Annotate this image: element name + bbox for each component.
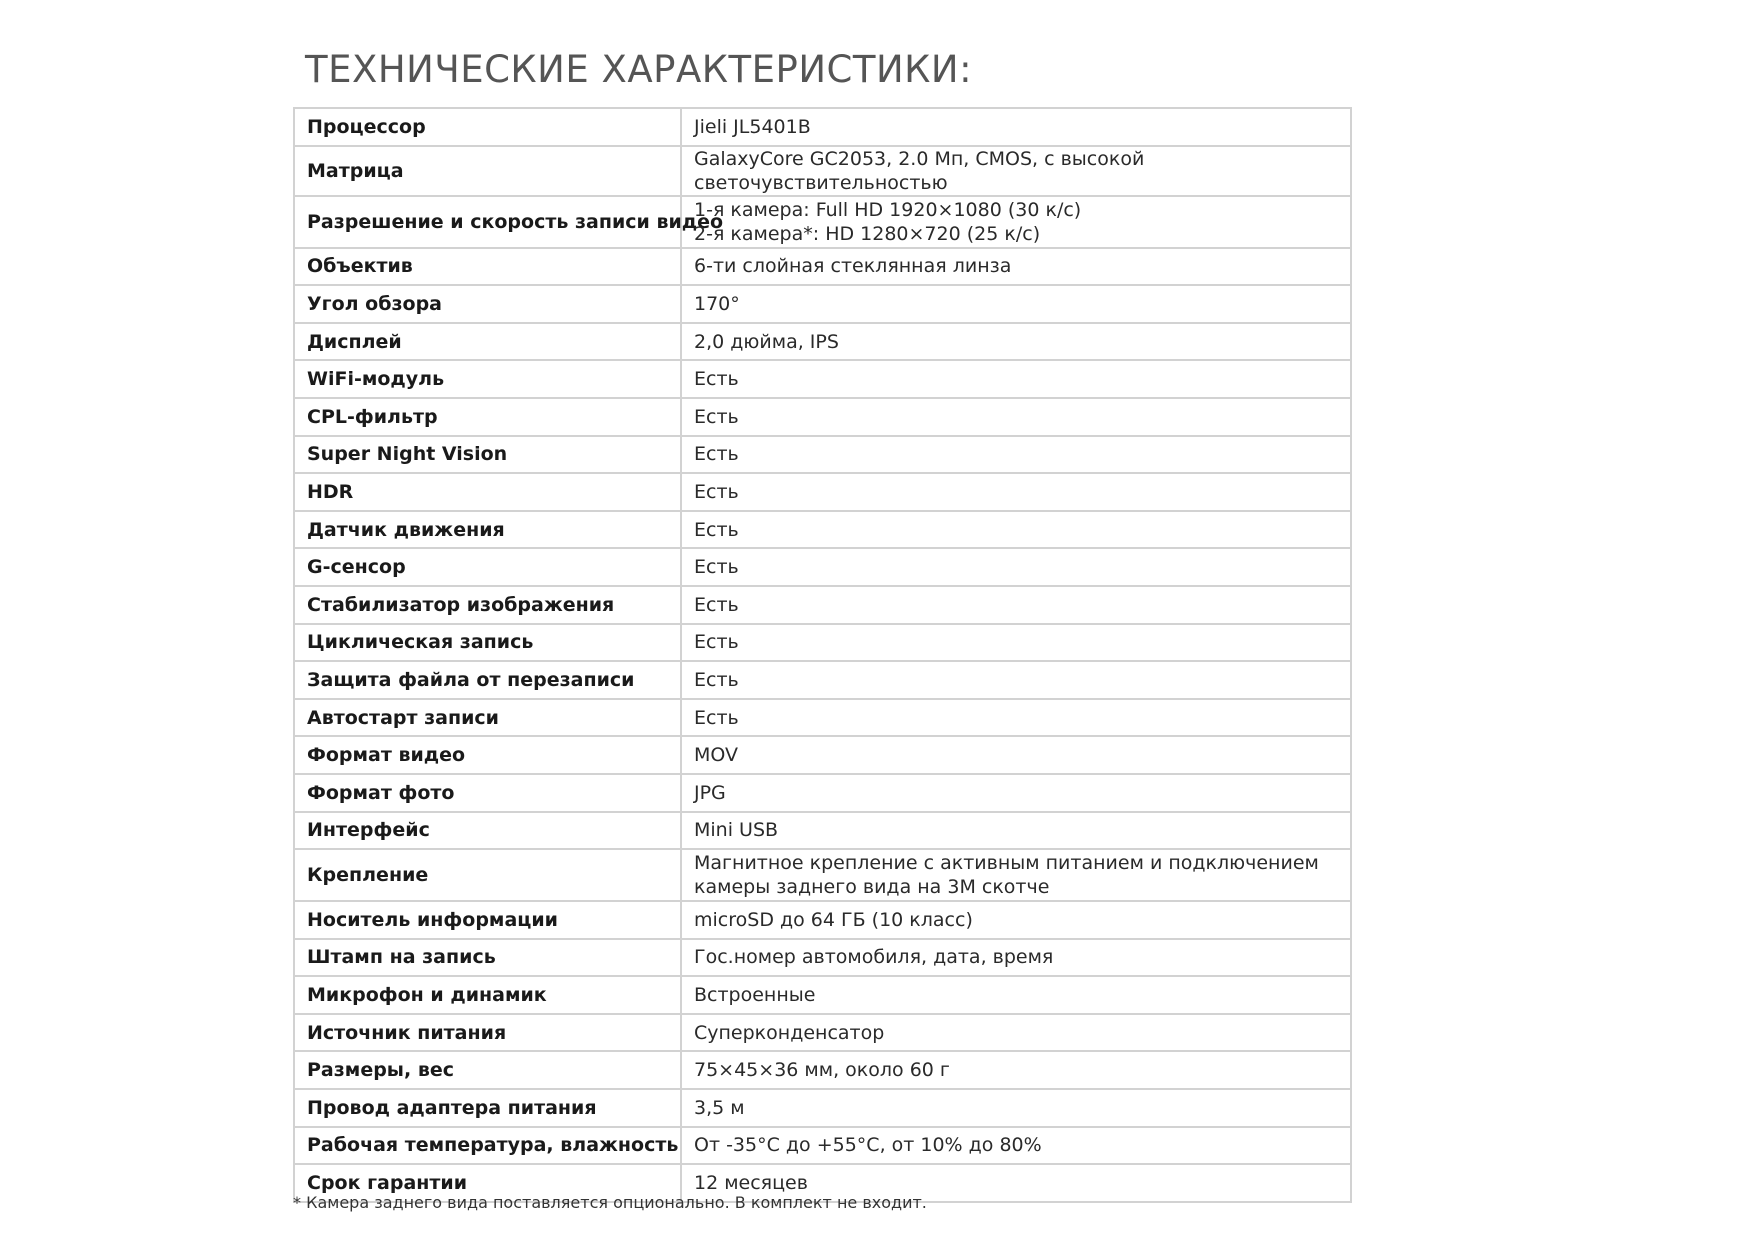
spec-value: Есть: [681, 511, 1351, 549]
spec-label: Автостарт записи: [294, 699, 681, 737]
spec-value: Есть: [681, 436, 1351, 474]
table-row: [294, 1089, 1351, 1127]
table-row: [294, 360, 1351, 398]
spec-value: Есть: [681, 624, 1351, 662]
table-row: [294, 146, 1351, 196]
spec-value: Есть: [681, 699, 1351, 737]
spec-label: Разрешение и скорость записи видео: [294, 196, 681, 248]
spec-label: Процессор: [294, 108, 681, 146]
spec-label: Стабилизатор изображения: [294, 586, 681, 624]
spec-label: Штамп на запись: [294, 939, 681, 977]
spec-value: [681, 849, 1351, 901]
table-row: [294, 398, 1351, 436]
spec-value: MOV: [681, 736, 1351, 774]
spec-value: 2,0 дюйма, IPS: [681, 323, 1351, 361]
spec-value: GalaxyCore GC2053, 2.0 Мп, CMOS, с высокой светочувствительностью: [681, 146, 1351, 196]
spec-value: Есть: [681, 398, 1351, 436]
spec-label: Интерфейс: [294, 812, 681, 850]
spec-label: Формат видео: [294, 736, 681, 774]
table-row: [294, 736, 1351, 774]
table-row: [294, 511, 1351, 549]
spec-value: JPG: [681, 774, 1351, 812]
table-row: [294, 812, 1351, 850]
spec-label: Датчик движения: [294, 511, 681, 549]
spec-label: WiFi-модуль: [294, 360, 681, 398]
spec-label: Микрофон и динамик: [294, 976, 681, 1014]
spec-value: [681, 196, 1351, 248]
table-row: [294, 436, 1351, 474]
spec-value: 75×45×36 мм, около 60 г: [681, 1051, 1351, 1089]
spec-value-line-2: камеры заднего вида на 3M скотче: [694, 876, 1050, 899]
table-row: [294, 699, 1351, 737]
page-title: ТЕХНИЧЕСКИЕ ХАРАКТЕРИСТИКИ:: [305, 48, 973, 91]
spec-value: Есть: [681, 661, 1351, 699]
table-row: [294, 285, 1351, 323]
table-row: [294, 1051, 1351, 1089]
spec-value: Есть: [681, 548, 1351, 586]
spec-label: Защита файла от перезаписи: [294, 661, 681, 699]
spec-value: Есть: [681, 586, 1351, 624]
spec-label: Super Night Vision: [294, 436, 681, 474]
table-row: [294, 1014, 1351, 1052]
spec-label: HDR: [294, 473, 681, 511]
spec-label: G-сенсор: [294, 548, 681, 586]
spec-value: 170°: [681, 285, 1351, 323]
spec-label: CPL-фильтр: [294, 398, 681, 436]
spec-value: Есть: [681, 473, 1351, 511]
footnote: * Камера заднего вида поставляется опционально. В комплект не входит.: [293, 1193, 927, 1212]
table-row: [294, 323, 1351, 361]
table-row: [294, 548, 1351, 586]
table-row: [294, 196, 1351, 248]
spec-value: microSD до 64 ГБ (10 класс): [681, 901, 1351, 939]
spec-value: Mini USB: [681, 812, 1351, 850]
spec-value: 12 месяцев: [681, 1164, 1351, 1202]
table-row: [294, 661, 1351, 699]
table-row: [294, 901, 1351, 939]
spec-value: Встроенные: [681, 976, 1351, 1014]
spec-value-line-1: 1-я камера: Full HD 1920×1080 (30 к/с): [694, 198, 1082, 221]
spec-value: Суперконденсатор: [681, 1014, 1351, 1052]
spec-label: Формат фото: [294, 774, 681, 812]
spec-value-line-2: 2-я камера*: HD 1280×720 (25 к/с): [694, 222, 1041, 245]
table-row: [294, 108, 1351, 146]
table-row: [294, 1127, 1351, 1165]
table-row: [294, 473, 1351, 511]
spec-label: Угол обзора: [294, 285, 681, 323]
table-row: [294, 248, 1351, 286]
spec-value: 3,5 м: [681, 1089, 1351, 1127]
table-row: [294, 849, 1351, 901]
spec-label: Матрица: [294, 146, 681, 196]
spec-value-line-1: Магнитное крепление с активным питанием и подключением: [694, 852, 1319, 875]
table-row: [294, 586, 1351, 624]
spec-value: Есть: [681, 360, 1351, 398]
spec-label: Источник питания: [294, 1014, 681, 1052]
spec-label: Объектив: [294, 248, 681, 286]
table-row: [294, 976, 1351, 1014]
table-row: [294, 624, 1351, 662]
spec-label: Размеры, вес: [294, 1051, 681, 1089]
spec-label: Срок гарантии: [294, 1164, 681, 1202]
spec-value: Гос.номер автомобиля, дата, время: [681, 939, 1351, 977]
spec-label: Провод адаптера питания: [294, 1089, 681, 1127]
table-row: [294, 939, 1351, 977]
spec-label: Рабочая температура, влажность: [294, 1127, 681, 1165]
table-row: [294, 774, 1351, 812]
spec-label: Крепление: [294, 849, 681, 901]
spec-value: 6-ти слойная стеклянная линза: [681, 248, 1351, 286]
spec-value: Jieli JL5401B: [681, 108, 1351, 146]
spec-label: Дисплей: [294, 323, 681, 361]
spec-table: [293, 107, 1352, 1203]
spec-label: Носитель информации: [294, 901, 681, 939]
spec-label: Циклическая запись: [294, 624, 681, 662]
spec-value: От -35°C до +55°C, от 10% до 80%: [681, 1127, 1351, 1165]
